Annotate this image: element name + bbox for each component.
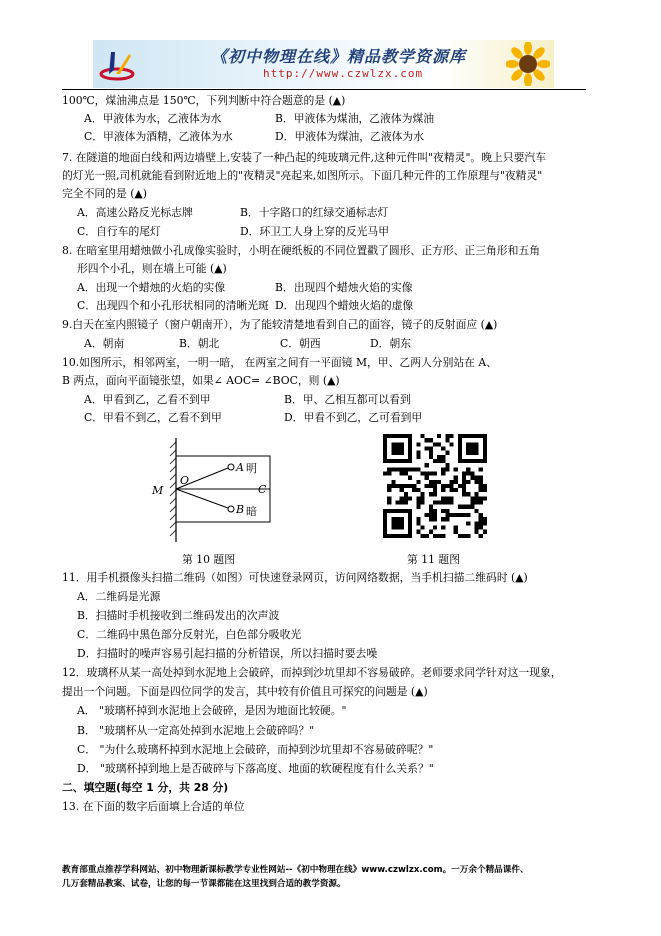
text-line: B．甲、乙相互都可以看到 [284, 393, 411, 406]
point-a [228, 464, 234, 470]
text-line: 13. 在下面的数字后面填上合适的单位 [62, 800, 245, 813]
text-line: C．二维码中黑色部分反射光，白色部分吸收光 [77, 628, 302, 641]
text-line: A．二维码是光源 [77, 590, 161, 603]
label-o: O [180, 474, 190, 487]
logo-icon [99, 46, 135, 82]
text-line: B．十字路口的红绿交通标志灯 [240, 206, 389, 219]
text-line: 完全不同的是 (▲) [62, 187, 147, 200]
text-line: A．甲液体为水，乙液体为水 [84, 112, 222, 125]
text-line: 提出一个问题。下面是四位同学的发言，其中较有价值且可探究的问题是 (▲) [62, 685, 428, 698]
ray-ob [176, 489, 228, 508]
text-line: C．朝西 [280, 337, 321, 350]
label-m: M [152, 484, 164, 497]
mirror-hatching [170, 442, 176, 536]
header-rule [62, 89, 586, 90]
text-line: 8. 在暗室里用蜡烛做小孔成像实验时，小明在硬纸板的不同位置戳了圆形、正方形、正三角形和五角 [62, 244, 540, 257]
text-line: 12．玻璃杯从某一高处掉到水泥地上会破碎，而掉到沙坑里却不容易破碎。老师要求同学针对这一现象， [62, 666, 562, 679]
text-line: D．甲看不到乙，乙可看到甲 [284, 411, 423, 424]
figure-11-caption: 第 11 题图 [407, 553, 460, 566]
text-line: D．环卫工人身上穿的反光马甲 [240, 225, 390, 238]
qr-code-image [383, 434, 487, 538]
text-line: D．朝东 [370, 337, 412, 350]
footer-line-1: 教育部重点推荐学科网站、初中物理新课标教学专业性网站--《初中物理在线》www.czwlzx.com。一万余个精品课件、 [62, 865, 529, 875]
sunflower-icon [506, 42, 550, 86]
text-line: B．扫描时手机接收到二维码发出的次声波 [77, 609, 280, 622]
point-b [228, 506, 234, 512]
footer-line-2: 几万套精品教案、试卷，让您的每一节课都能在这里找到合适的教学资源。 [62, 879, 346, 889]
section-heading: 二、填空题(每空 1 分，共 28 分) [62, 781, 229, 794]
text-line: 7. 在隧道的地面白线和两边墙壁上,安装了一种凸起的纯玻璃元件,这种元件叫"夜精灵"。晚上只要汽车 [62, 151, 546, 164]
text-line: C．自行车的尾灯 [77, 225, 161, 238]
header-banner [93, 40, 554, 88]
text-line: D．甲液体为煤油，乙液体为水 [275, 130, 425, 143]
text-line: B．出现四个蜡烛火焰的实像 [275, 281, 413, 294]
text-line: 100℃，煤油沸点是 150℃，下列判断中符合题意的是 (▲) [62, 94, 346, 107]
figure-10-diagram [150, 434, 280, 544]
text-line: 9.白天在室内照镜子（窗户朝南开），为了能较清楚地看到自己的面容，镜子的反射面应 (▲) [62, 318, 498, 331]
text-line: A．朝南 [84, 337, 125, 350]
text-line: C．甲看不到乙，乙看不到甲 [84, 411, 222, 424]
text-line: B．朝北 [179, 337, 220, 350]
label-c: C [258, 483, 267, 496]
text-line: C．出现四个和小孔形状相同的清晰光斑 [77, 299, 269, 312]
text-line: D．出现四个蜡烛火焰的虚像 [275, 299, 414, 312]
text-line: 的灯光一照,司机就能看到附近地上的"夜精灵"亮起来,如图所示。下面几种元件的工作原理与"夜精灵" [62, 169, 543, 182]
text-line: B 两点，面向平面镜张望，如果∠ AOC= ∠BOC，则 (▲) [62, 374, 340, 387]
text-line: A．甲看到乙，乙看不到甲 [84, 393, 211, 406]
banner-url[interactable]: http://www.czwlzx.com [263, 67, 424, 80]
text-line: C．甲液体为酒精，乙液体为水 [84, 130, 233, 143]
label-b: B [236, 503, 245, 516]
text-line: B．甲液体为煤油，乙液体为煤油 [275, 112, 435, 125]
text-line: A．高速公路反光标志牌 [77, 206, 193, 219]
figure-10-caption: 第 10 题图 [182, 553, 235, 566]
text-line: A． "玻璃杯掉到水泥地上会破碎，是因为地面比较硬。" [77, 704, 347, 717]
text-line: 11．用手机摄像头扫描二维码（如图）可快速登录网页，访问网络数据，当手机扫描二维码时 (▲) [62, 571, 528, 584]
text-line: B． "玻璃杯从一定高处掉到水泥地上会破碎吗？" [77, 724, 315, 737]
label-a: A [236, 461, 244, 474]
text-line: A．出现一个蜡烛的火焰的实像 [77, 281, 226, 294]
banner-title: 《初中物理在线》精品教学资源库 [211, 47, 467, 66]
label-bright: 明 [246, 462, 257, 475]
text-line: D．扫描时的噪声容易引起扫描的分析错误，所以扫描时要去噪 [77, 647, 378, 660]
text-line: 形四个小孔，则在墙上可能 (▲) [77, 262, 227, 275]
text-line: C． "为什么玻璃杯掉到水泥地上会破碎，而掉到沙坑里却不容易破碎呢？" [77, 743, 434, 756]
text-line: 10.如图所示，相邻两室，一明一暗， 在两室之间有一平面镜 M，甲、乙两人分别站在 A、 [62, 356, 498, 369]
text-line: D． "玻璃杯掉到地上是否破碎与下落高度、地面的软硬程度有什么关系？" [77, 762, 434, 775]
label-dark: 暗 [246, 505, 257, 518]
